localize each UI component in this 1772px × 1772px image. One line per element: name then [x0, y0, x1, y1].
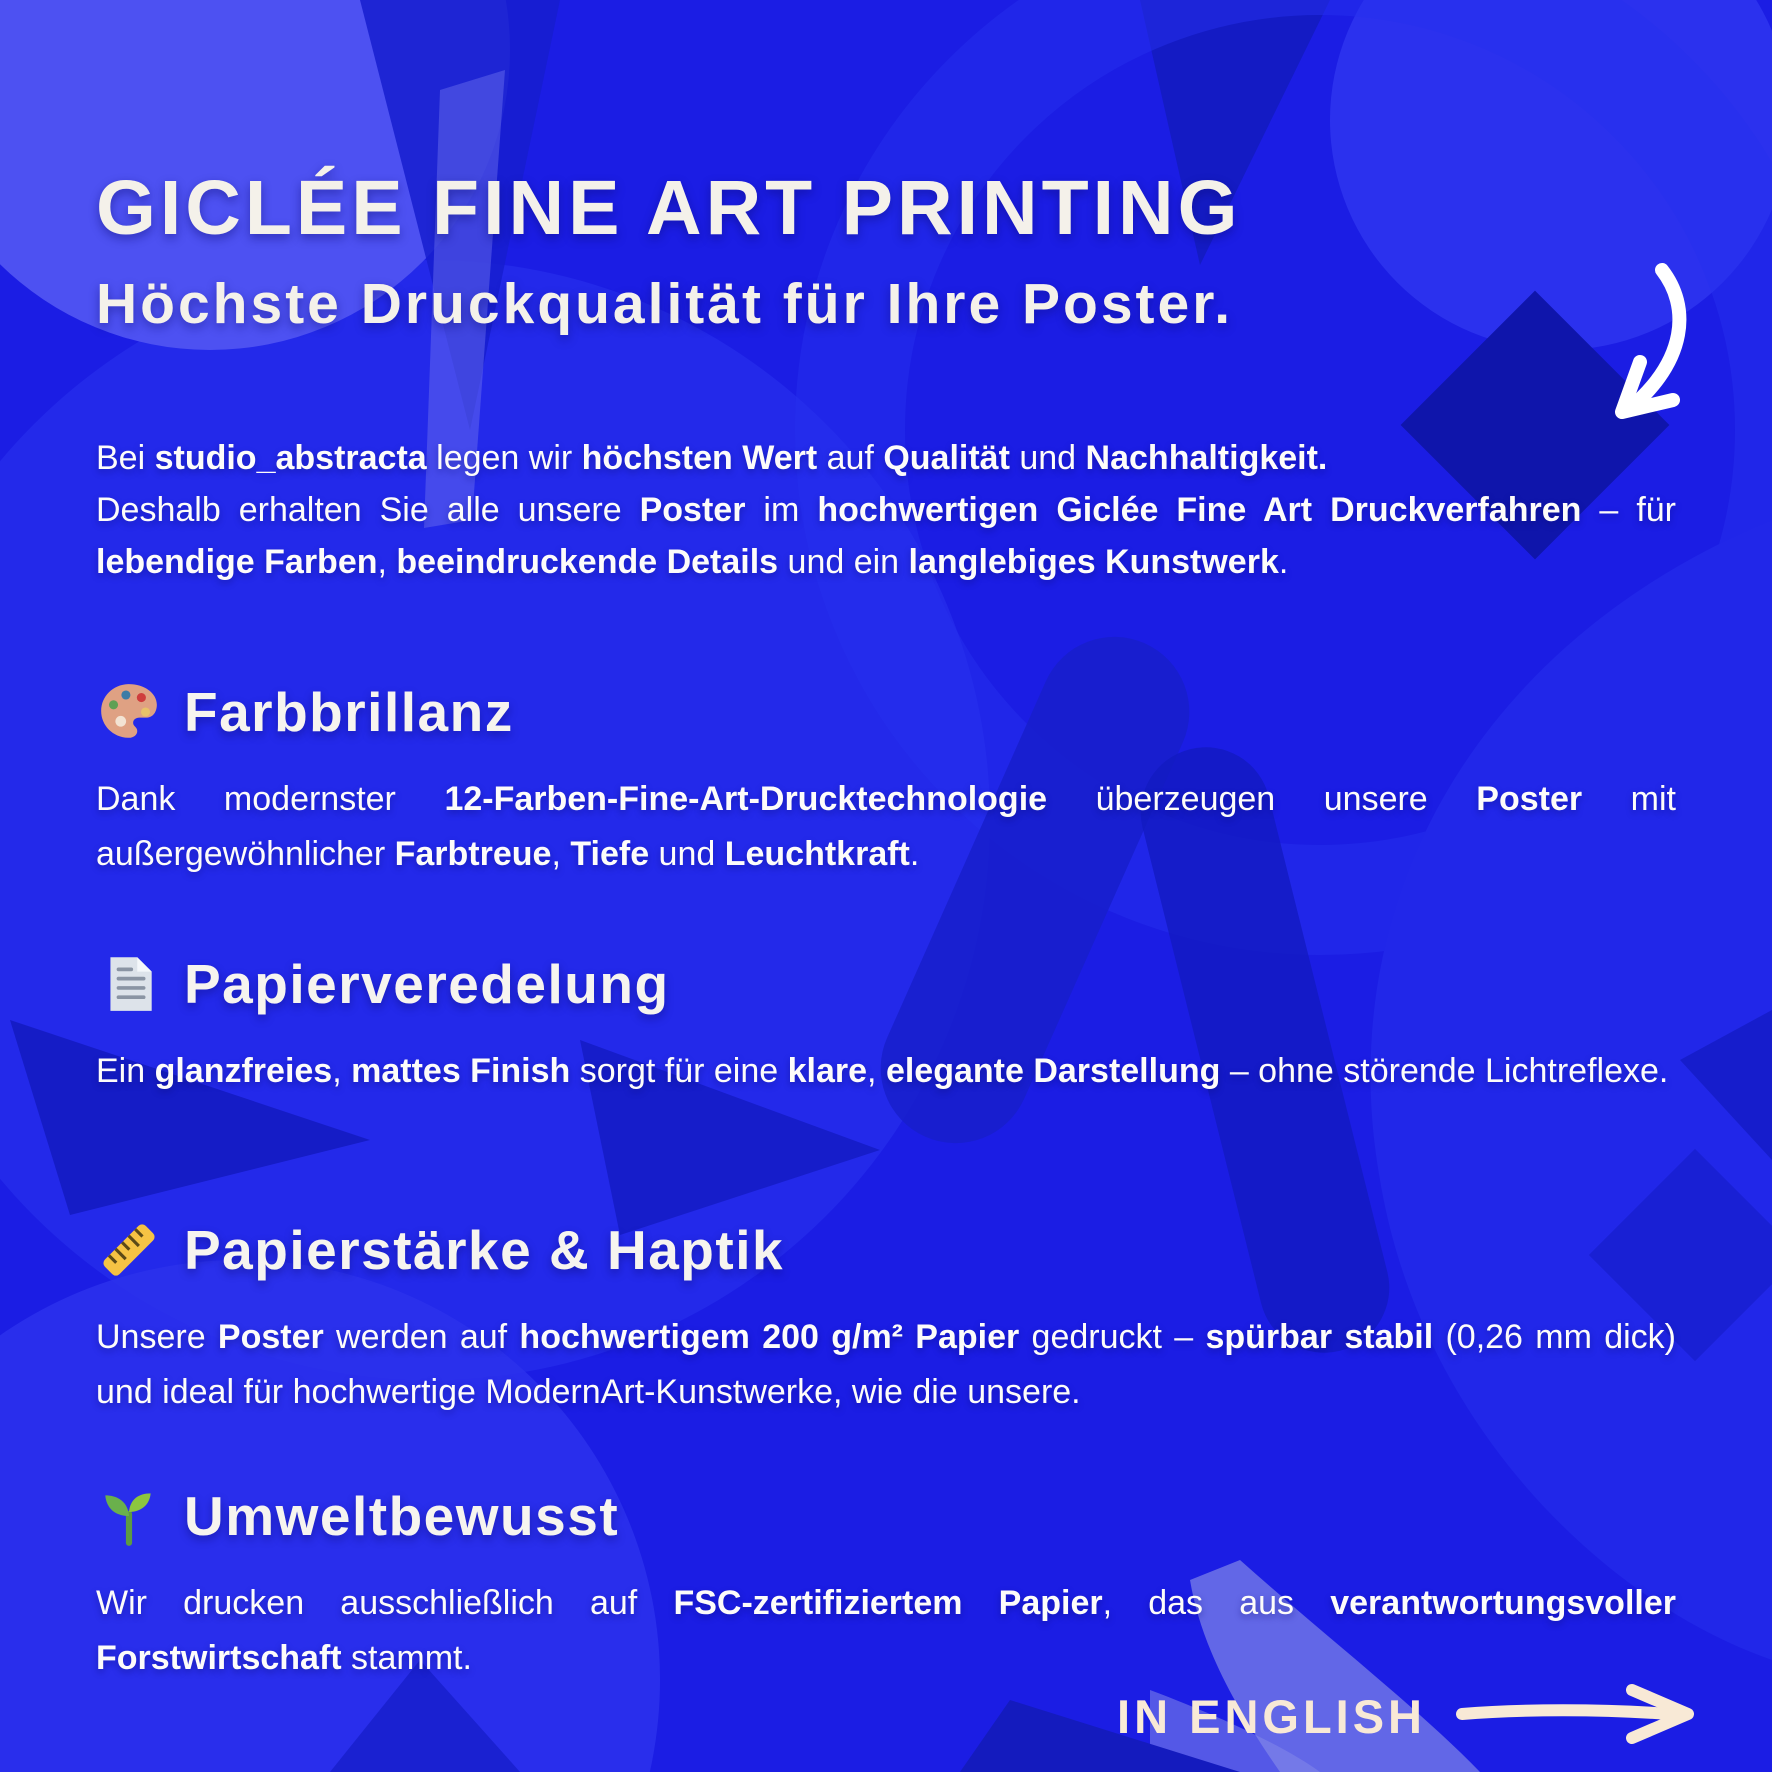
ruler-icon — [96, 1217, 162, 1283]
section-papierstaerke-haptik — [96, 1214, 1676, 1420]
section-heading: Papierveredelung — [184, 952, 670, 1015]
document-icon — [96, 951, 162, 1017]
seedling-icon — [96, 1483, 162, 1549]
intro-line-2: Deshalb erhalten Sie alle unsere Poster im hochwertigen Giclée Fine Art Druckverfahren – für lebendige Farben, beeindruckende Details und ein langlebiges Kunstwerk. — [96, 491, 1677, 581]
page-title: GICLÉE FINE ART PRINTING — [96, 164, 1242, 251]
section-heading: Papierstärke & Haptik — [184, 1218, 785, 1281]
section-umweltbewusst — [96, 1480, 1676, 1686]
section-papierveredelung — [96, 948, 1676, 1099]
section-farbbrillanz — [96, 676, 1676, 882]
long-arrow-right-icon — [1452, 1682, 1702, 1746]
section-body: Ein glanzfreies, mattes Finish sorgt für eine klare, elegante Darstellung – ohne störende Lichtreflexe. — [96, 1052, 1669, 1090]
page-subtitle: Höchste Druckqualität für Ihre Poster. — [96, 272, 1234, 337]
in-english-label: IN ENGLISH — [1117, 1689, 1426, 1743]
section-heading: Farbbrillanz — [184, 680, 514, 743]
intro-line-1: Bei studio_abstracta legen wir höchsten Wert auf Qualität und Nachhaltigkeit. — [96, 439, 1328, 477]
section-body: Dank modernster 12-Farben-Fine-Art-Drucktechnologie überzeugen unsere Poster mit außergewöhnlicher Farbtreue, Tiefe und Leuchtkraft. — [96, 780, 1676, 873]
palette-icon — [96, 679, 162, 745]
curved-arrow-down-icon — [1598, 262, 1708, 434]
in-english-link[interactable] — [1117, 1682, 1702, 1746]
section-body: Unsere Poster werden auf hochwertigem 200 g/m² Papier gedruckt – spürbar stabil (0,26 mm dick) und ideal für hochwertige ModernArt-Kunstwerke, wie die unsere. — [96, 1318, 1676, 1411]
intro-paragraph — [96, 432, 1676, 588]
section-heading: Umweltbewusst — [184, 1484, 620, 1547]
section-body: Wir drucken ausschließlich auf FSC-zertifiziertem Papier, das aus verantwortungsvoller Forstwirtschaft stammt. — [96, 1584, 1676, 1677]
